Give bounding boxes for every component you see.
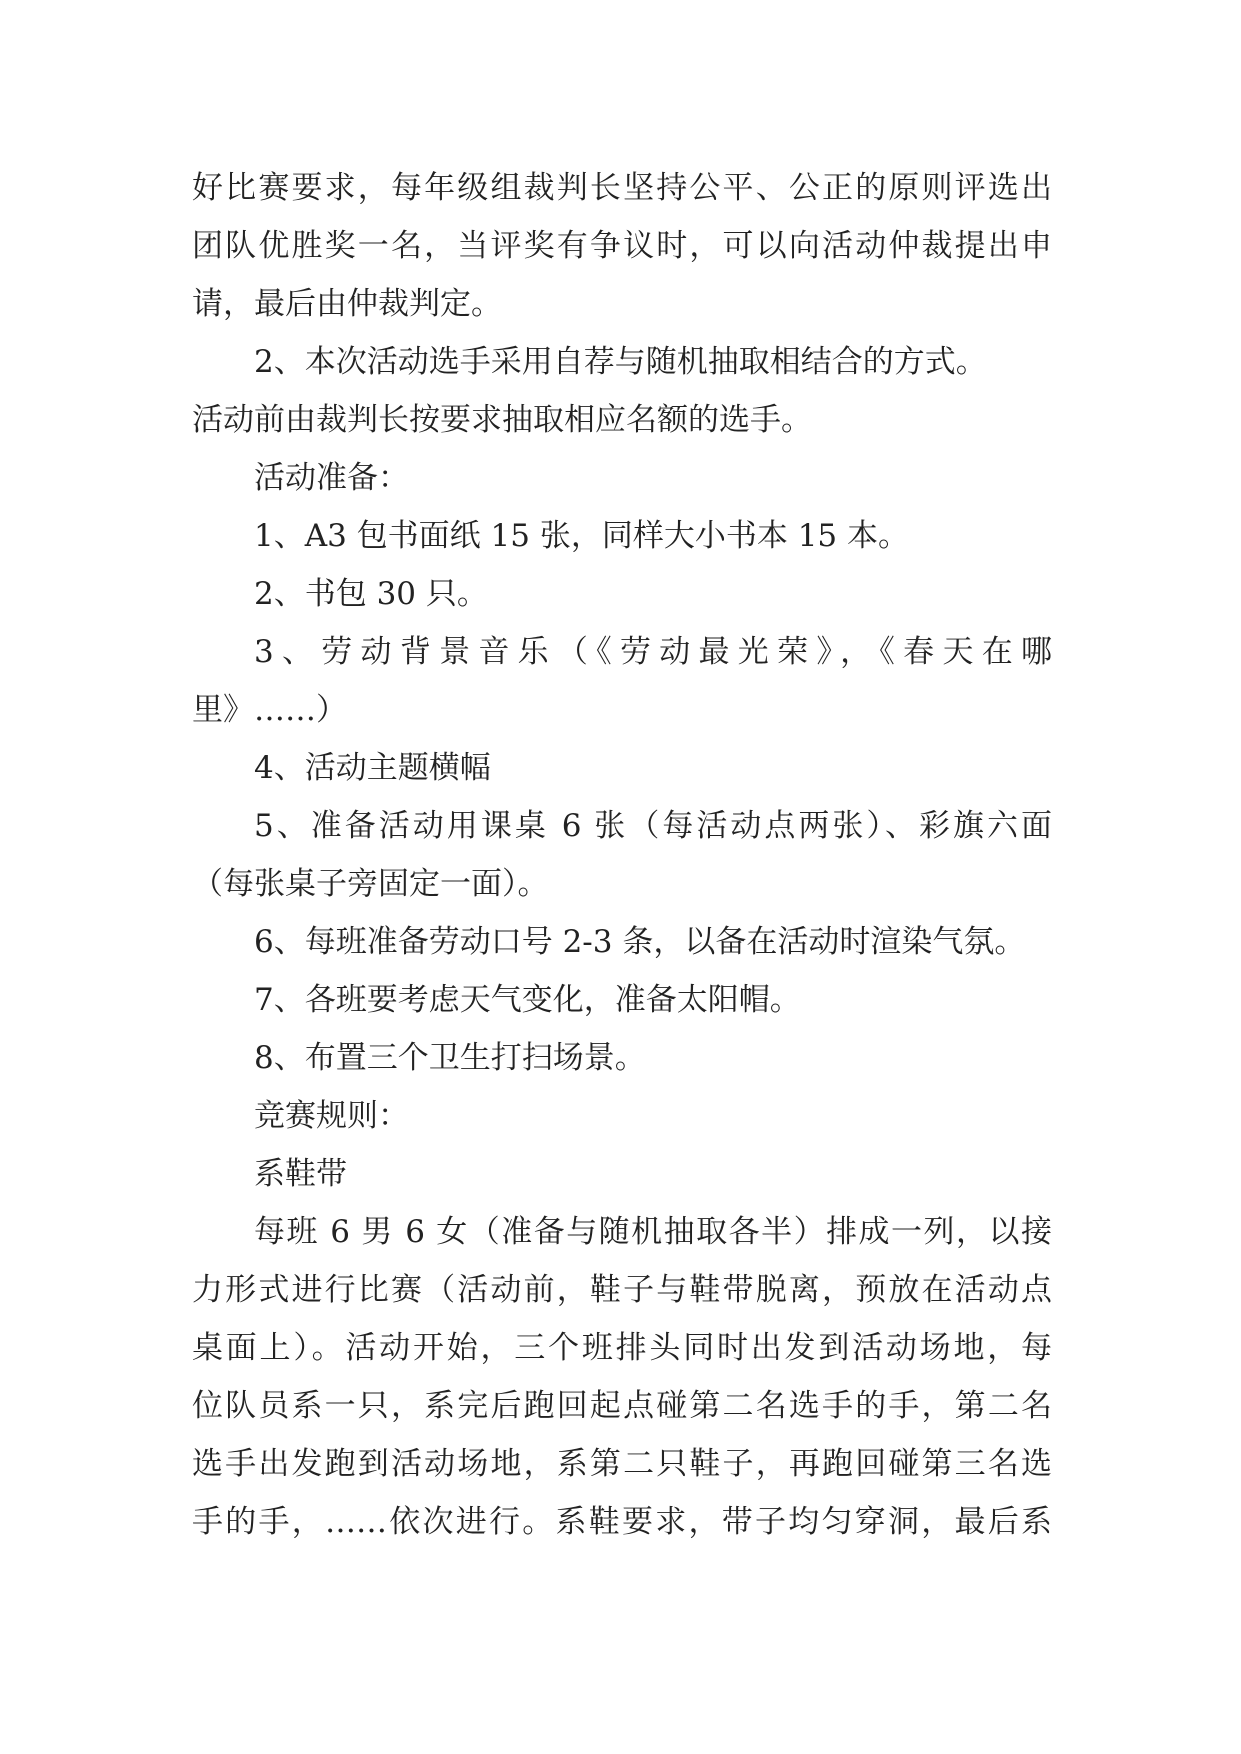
section-heading: 竞赛规则： bbox=[254, 1098, 409, 1134]
paragraph-line: 请，最后由仲裁判定。 bbox=[192, 286, 502, 322]
list-item: 3、劳动背景音乐（《劳动最光荣》，《春天在哪 bbox=[254, 634, 1052, 670]
paragraph-line: 选手出发跑到活动场地，系第二只鞋子，再跑回碰第三名选 bbox=[192, 1446, 1052, 1482]
list-item: 2、书包 30 只。 bbox=[254, 576, 488, 612]
paragraph-line: 手的手，……依次进行。系鞋要求，带子均匀穿洞，最后系 bbox=[192, 1504, 1052, 1540]
paragraph-line: 每班 6 男 6 女（准备与随机抽取各半）排成一列，以接 bbox=[254, 1214, 1052, 1250]
paragraph-line: 团队优胜奖一名，当评奖有争议时，可以向活动仲裁提出申 bbox=[192, 228, 1052, 264]
subsection-heading: 系鞋带 bbox=[254, 1156, 347, 1192]
list-item: 7、各班要考虑天气变化，准备太阳帽。 bbox=[254, 982, 801, 1018]
section-heading: 活动准备： bbox=[254, 460, 409, 496]
list-item: 4、活动主题横幅 bbox=[254, 750, 491, 786]
list-item: 1、A3 包书面纸 15 张，同样大小书本 15 本。 bbox=[254, 518, 909, 554]
paragraph-line: 位队员系一只，系完后跑回起点碰第二名选手的手，第二名 bbox=[192, 1388, 1052, 1424]
list-item: 5、准备活动用课桌 6 张（每活动点两张）、彩旗六面 bbox=[254, 808, 1052, 844]
list-item-continuation: （每张桌子旁固定一面）。 bbox=[192, 866, 549, 902]
paragraph-line: 力形式进行比赛（活动前，鞋子与鞋带脱离，预放在活动点 bbox=[192, 1272, 1052, 1308]
paragraph-line: 2、本次活动选手采用自荐与随机抽取相结合的方式。 bbox=[254, 344, 987, 380]
paragraph-line: 好比赛要求，每年级组裁判长坚持公平、公正的原则评选出 bbox=[192, 170, 1052, 206]
paragraph-line: 桌面上）。活动开始，三个班排头同时出发到活动场地，每 bbox=[192, 1330, 1052, 1366]
paragraph-line: 活动前由裁判长按要求抽取相应名额的选手。 bbox=[192, 402, 812, 438]
list-item-continuation: 里》……） bbox=[192, 692, 347, 728]
list-item: 6、每班准备劳动口号 2-3 条，以备在活动时渲染气氛。 bbox=[254, 924, 1026, 960]
list-item: 8、布置三个卫生打扫场景。 bbox=[254, 1040, 646, 1076]
